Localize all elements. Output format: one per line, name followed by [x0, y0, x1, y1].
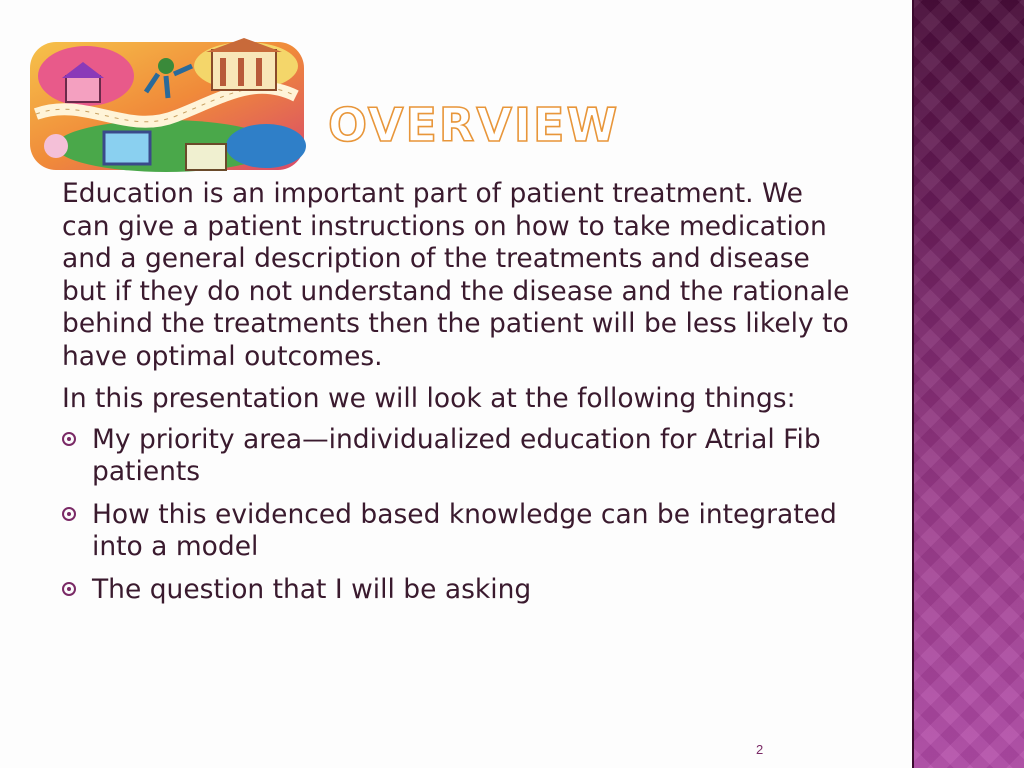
page-number: 2: [756, 742, 764, 757]
list-item-text: The question that I will be asking: [92, 573, 532, 605]
topic-list: [62, 424, 852, 607]
decorative-side-panel: [912, 0, 1024, 768]
list-item: [62, 499, 852, 564]
circle-bullet-icon: [62, 432, 76, 446]
list-item: [62, 424, 852, 489]
list-item-text: My priority area—individualized education for Atrial Fib patients: [92, 423, 821, 487]
slide-title: OVERVIEW: [328, 98, 620, 152]
list-item: [62, 574, 852, 607]
intro-paragraph: Education is an important part of patient treatment. We can give a patient instructions on how to take medication and a general description of the treatments and disease but if they do not understand the disease and the rationale behind the treatments then the patient will be less likely to have optimal outcomes.: [62, 178, 850, 372]
circle-bullet-icon: [62, 582, 76, 596]
circle-bullet-icon: [62, 507, 76, 521]
list-item-text: How this evidenced based knowledge can be integrated into a model: [92, 498, 837, 562]
education-path-illustration-icon: [26, 36, 308, 176]
slide-body: [62, 178, 852, 616]
transition-paragraph: In this presentation we will look at the following things:: [62, 383, 796, 414]
